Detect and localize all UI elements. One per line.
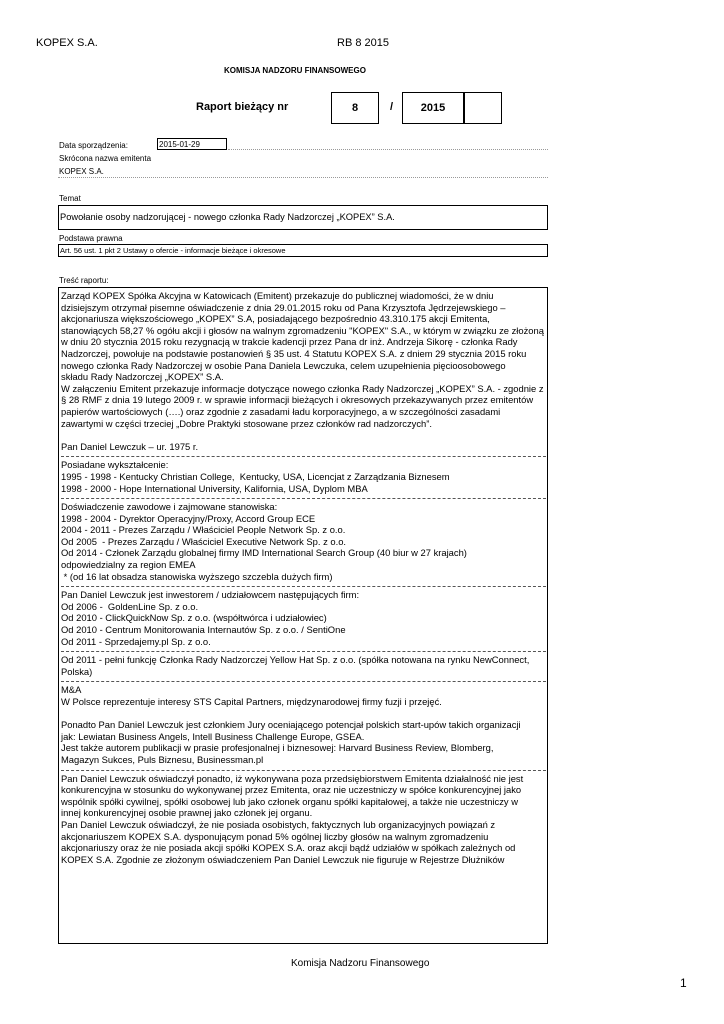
content-line: Nadzorczej, powołuje na podstawie postanowień § 35 ust. 4 Statutu KOPEX S.A. z dniem 29 stycznia 2015 roku [61,347,527,359]
short-name-divider [58,177,548,178]
date-field [157,138,227,150]
content-line: W załączeniu Emitent przekazuje informacje dotyczące nowego członka Rady Nadzorczej „KOPEX” S.A. - zgodnie z [61,382,544,394]
legal-basis-value: Art. 56 ust. 1 pkt 2 Ustawy o ofercie - informacje bieżące i okresowe [60,246,286,255]
dashed-separator [61,677,546,682]
content-line: Doświadczenie zawodowe i zajmowane stanowiska: [61,501,278,513]
content-paragraph [61,441,546,453]
report-year-cell [402,92,464,124]
content-line: innej konkurencyjnej osobie prawnej jako członek jej organu. [61,807,313,819]
content-line: Ponadto Pan Daniel Lewczuk jest członkiem Jury oceniającego potencjał polskich start-upów takich organizacji [61,719,521,731]
content-line: * (od 16 lat obsadza stanowiska wyższego szczebla dużych firm) [61,570,333,582]
content-line: w dniu 20 stycznia 2015 roku rezygnacją w trakcie kadencji przez Pana dr inż. Andrzeja Sikorę - członka Rady [61,336,518,348]
dashed-separator [61,647,546,652]
report-content [58,287,548,944]
content-line: Magazyn Sukces, Puls Biznesu, Businessman.pl [61,753,264,765]
header-authority: KOMISJA NADZORU FINANSOWEGO [224,66,366,75]
content-line: 1998 - 2004 - Dyrektor Operacyjny/Proxy, Accord Group ECE [61,512,316,524]
report-number-cell [331,92,379,124]
content-line: Pan Daniel Lewczuk oświadczył ponadto, iż wykonywana poza przedsiębiorstwem Emitenta działalność nie jest [61,772,524,784]
content-line: 2004 - 2011 - Prezes Zarządu / Właściciel People Network Sp. z o.o. [61,524,346,536]
legal-basis-label: Podstawa prawna [59,234,123,243]
content-paragraph [61,773,546,866]
dashed-separator [61,766,546,771]
content-line: Od 2010 - Centrum Monitorowania Internautów Sp. z o.o. / SentiOne [61,624,346,636]
content-line: Zarząd KOPEX Spółka Akcyjna w Katowicach (Emitent) przekazuje do publicznej wiadomości, że w dniu [61,290,494,301]
content-line: wspólnik spółki cywilnej, spółki osobowej lub jako członek organu spółki kapitałowej, a także nie uczestniczy w [61,795,518,807]
content-line: akcjonariusza większościowego „KOPEX” S.A, posiadającego bezpośrednio 43.310.175 akcji Emitenta, [61,313,490,325]
report-number-box [196,92,502,124]
content-line: Od 2011 - Sprzedajemy.pl Sp. z o.o. [61,635,211,647]
content-line: akcjonariuszem KOPEX S.A. dysponującym ponad 5% ogólnej liczby głosów na walnym zgromadzeniu [61,830,489,842]
content-line: Polska) [61,665,93,677]
topic-field [58,205,548,230]
report-year: 2015 [420,102,446,114]
content-line: Od 2005 - Prezes Zarządu / Właściciel Executive Network Sp. z o.o. [61,535,347,547]
content-line: KOPEX S.A. Zgodnie ze złożonym oświadczeniem Pan Daniel Lewczuk nie figuruje w Rejestrze Dłużników [61,853,505,865]
dashed-separator [61,582,546,587]
date-value: 2015-01-29 [159,140,200,149]
content-line: Od 2006 - GoldenLine Sp. z o.o. [61,600,199,612]
content-paragraph [61,589,546,647]
report-label: Raport bieżący nr [196,101,289,113]
content-line: Jest także autorem publikacji w prasie profesjonalnej i biznesowej: Harvard Business Review, Blomberg, [61,742,494,754]
short-name-value: KOPEX S.A. [59,167,104,176]
content-line: W Polsce reprezentuje interesy STS Capital Partners, międzynarodowej firmy fuzji i przejęć. [61,696,442,707]
dashed-separator [61,452,546,457]
report-content-text [59,288,547,865]
header-company: KOPEX S.A. [36,37,98,49]
content-line: akcjonariuszy oraz że nie posiada akcji spółki KOPEX S.A. oraz akcji bądź udziałów w spółkach zależnych od [61,842,516,854]
content-paragraph [61,290,546,429]
footer-authority: Komisja Nadzoru Finansowego [291,958,430,969]
content-line: jak: Lewiatan Business Angels, Intell Business Challenge Europe, GSEA. [61,730,365,742]
content-paragraph [61,684,546,707]
content-line: składu Rady Nadzorczej „KOPEX” S.A. [61,371,224,383]
content-paragraph [61,719,546,765]
topic-value: Powołanie osoby nadzorującej - nowego członka Rady Nadzorczej „KOPEX” S.A. [60,212,395,222]
content-paragraph [61,501,546,582]
legal-basis-field [58,244,548,257]
content-line: Pan Daniel Lewczuk jest inwestorem / udziałowcem następujących firm: [61,589,360,601]
content-line: Od 2014 - Członek Zarządu globalnej firmy IMD International Search Group (40 biur w 27 krajach) [61,547,467,559]
content-line: nowego członka Rady Nadzorczej w osobie Pana Daniela Lewczuka, celem uzupełnienia pięcioosobowego [61,359,506,371]
date-divider [228,149,548,150]
paragraph-gap [61,429,546,441]
date-label: Data sporządzenia: [59,141,128,150]
report-number: 8 [351,102,359,114]
content-line: Pan Daniel Lewczuk – ur. 1975 r. [61,440,199,452]
topic-label: Temat [59,194,81,203]
content-line: zawartymi w części trzeciej „Dobre Praktyki stosowane przez członków rad nadzorczych”. [61,417,432,429]
report-slash: / [390,101,394,113]
content-line: Od 2011 - pełni funkcję Członka Rady Nadzorczej Yellow Hat Sp. z o.o. (spółka notowana na rynku NewConnect, [61,654,530,666]
content-line: odpowiedzialny za region EMEA [61,559,196,571]
content-line: § 28 RMF z dnia 19 lutego 2009 r. w sprawie informacji bieżących i okresowych przekazywanych przez emitentów [61,394,534,406]
content-line: stanowiących 58,27 % ogółu akcji i głosów na walnym zgromadzeniu "KOPEX" S.A., w którym w związku ze złożoną [61,324,544,336]
report-empty-cell [464,92,502,124]
paragraph-gap [61,708,546,720]
short-name-label: Skrócona nazwa emitenta [59,154,152,163]
content-line: M&A [61,684,82,696]
content-line: konkurencyjna w stosunku do wykonywanej przez Emitenta, oraz nie uczestniczy w spółce konkurencyjnej jako [61,784,522,796]
content-line: Posiadane wykształcenie: [61,459,169,471]
content-line: 1995 - 1998 - Kentucky Christian College, Kentucky, USA, Licencjat z Zarządzania Biznesem [61,470,450,482]
content-line: dzisiejszym otrzymał pisemne oświadczenie z dnia 29.01.2015 roku od Pana Krzysztofa Jędrzejewskiego – [61,301,506,313]
content-paragraph [61,459,546,494]
header-report-code: RB 8 2015 [337,37,389,49]
content-line: Pan Daniel Lewczuk oświadczył, że nie posiada osobistych, faktycznych lub organizacyjnych powiązań z [61,818,496,830]
content-line: 1998 - 2000 - Hope International University, Kalifornia, USA, Dyplom MBA [61,482,368,494]
page-number: 1 [680,976,687,990]
dashed-separator [61,494,546,499]
content-label: Treść raportu: [59,276,109,285]
content-line: papierów wartościowych (….) oraz zgodnie z zasadami ładu korporacyjnego, a w szczególności zasadami [61,405,501,417]
content-paragraph [61,654,546,677]
content-line: Od 2010 - ClickQuickNow Sp. z o.o. (współtwórca i udziałowiec) [61,612,327,624]
